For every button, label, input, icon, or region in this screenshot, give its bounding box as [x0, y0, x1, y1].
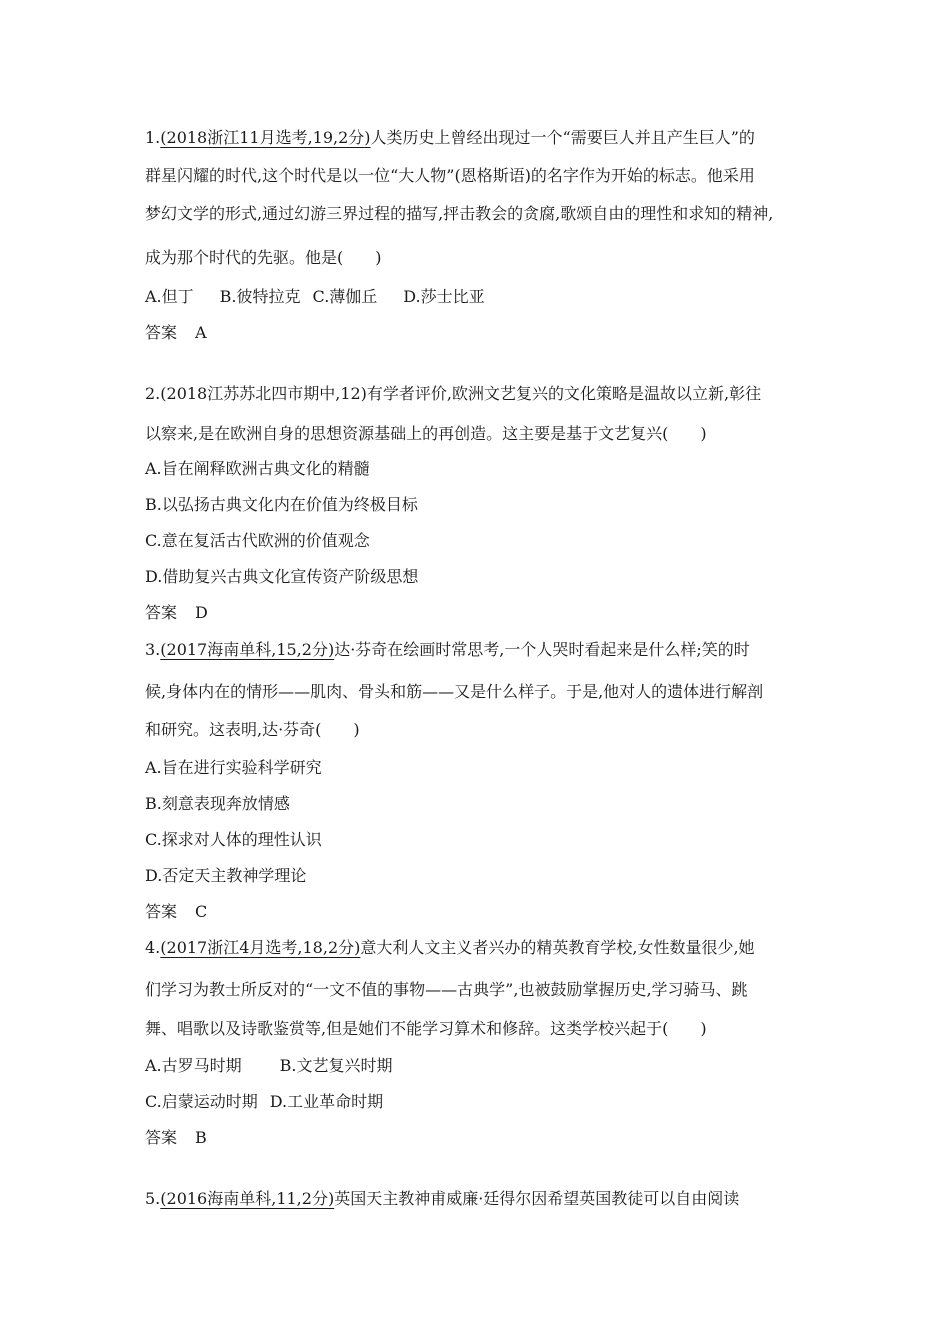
option-b: B.文艺复兴时期 [279, 1056, 393, 1075]
option-c: C.薄伽丘 [312, 287, 378, 306]
question-number: 1. [145, 128, 161, 147]
question-stem: 人类历史上曾经出现过一个“需要巨人并且产生巨人”的 [370, 128, 755, 147]
answer-value: A [195, 323, 207, 342]
question-3-option-a: A.旨在进行实验科学研究 [145, 758, 322, 777]
question-3-answer [145, 902, 207, 922]
question-1-line-1 [145, 128, 755, 148]
question-stem: 达·芬奇在绘画时常思考,一个人哭时看起来是什么样;笑的时 [334, 640, 750, 659]
question-4-options-row-2 [145, 1092, 383, 1112]
question-number: 2. [145, 384, 161, 403]
question-source: (2018浙江11月选考,19,2分) [160, 128, 371, 147]
option-a: A.但丁 [145, 287, 194, 306]
answer-label: 答案 [145, 1128, 178, 1147]
question-4-line-3: 舞、唱歌以及诗歌鉴赏等,但是她们不能学习算术和修辞。这类学校兴起于( ) [145, 1019, 707, 1038]
answer-label: 答案 [145, 902, 178, 921]
answer-value: C [195, 902, 208, 921]
question-5-line-1 [145, 1189, 739, 1209]
answer-value: D [195, 603, 208, 622]
question-stem: 英国天主教神甫威廉·廷得尔因希望英国教徒可以自由阅读 [334, 1189, 740, 1208]
question-1-line-3: 梦幻文学的形式,通过幻游三界过程的描写,抨击教会的贪腐,歌颂自由的理性和求知的精神, [145, 204, 774, 223]
question-2-line-1 [145, 384, 761, 404]
question-3-option-d: D.否定天主教神学理论 [145, 866, 307, 885]
question-3-line-1 [145, 640, 750, 660]
option-c: C.启蒙运动时期 [145, 1092, 258, 1111]
answer-value: B [195, 1128, 207, 1147]
answer-label: 答案 [145, 323, 178, 342]
question-source: (2016海南单科,11,2分) [160, 1189, 335, 1208]
option-a: A.古罗马时期 [145, 1056, 242, 1075]
question-stem: 有学者评价,欧洲文艺复兴的文化策略是温故以立新,彰往 [366, 384, 762, 403]
question-1-answer [145, 323, 207, 343]
question-2-option-d: D.借助复兴古典文化宣传资产阶级思想 [145, 567, 419, 586]
question-2-answer [145, 603, 208, 623]
question-number: 4. [145, 938, 161, 957]
question-2-option-b: B.以弘扬古典文化内在价值为终极目标 [145, 495, 418, 514]
question-4-options-row-1 [145, 1056, 393, 1076]
question-2-line-2: 以察来,是在欧洲自身的思想资源基础上的再创造。这主要是基于文艺复兴( ) [145, 424, 707, 443]
question-3-line-3: 和研究。这表明,达·芬奇( ) [145, 720, 360, 739]
question-3-option-b: B.刻意表现奔放情感 [145, 794, 290, 813]
question-1-line-2: 群星闪耀的时代,这个时代是以一位“大人物”(恩格斯语)的名字作为开始的标志。他采用 [145, 166, 755, 185]
question-4-line-1 [145, 938, 755, 958]
question-stem: 意大利人文主义者兴办的精英教育学校,女性数量很少,她 [360, 938, 755, 957]
option-d: D.工业革命时期 [269, 1092, 384, 1111]
question-2-option-c: C.意在复活古代欧洲的价值观念 [145, 531, 370, 550]
question-2-option-a: A.旨在阐释欧洲古典文化的精髓 [145, 459, 370, 478]
option-d: D.莎士比亚 [403, 287, 485, 306]
question-source: (2017浙江4月选考,18,2分) [160, 938, 361, 957]
answer-label: 答案 [145, 603, 178, 622]
question-source: (2018江苏苏北四市期中,12) [160, 384, 367, 403]
question-3-option-c: C.探求对人体的理性认识 [145, 830, 322, 849]
question-4-answer [145, 1128, 207, 1148]
question-number: 5. [145, 1189, 161, 1208]
question-source: (2017海南单科,15,2分) [160, 640, 335, 659]
question-4-line-2: 们学习为教士所反对的“一文不值的事物——古典学”,也被鼓励掌握历史,学习骑马、跳 [145, 980, 748, 999]
option-b: B.彼特拉克 [219, 287, 301, 306]
question-number: 3. [145, 640, 161, 659]
question-1-options [145, 287, 485, 307]
question-3-line-2: 候,身体内在的情形——肌肉、骨头和筋——又是什么样子。于是,他对人的遗体进行解剖 [145, 682, 764, 701]
question-1-line-4: 成为那个时代的先驱。他是( ) [145, 248, 382, 267]
